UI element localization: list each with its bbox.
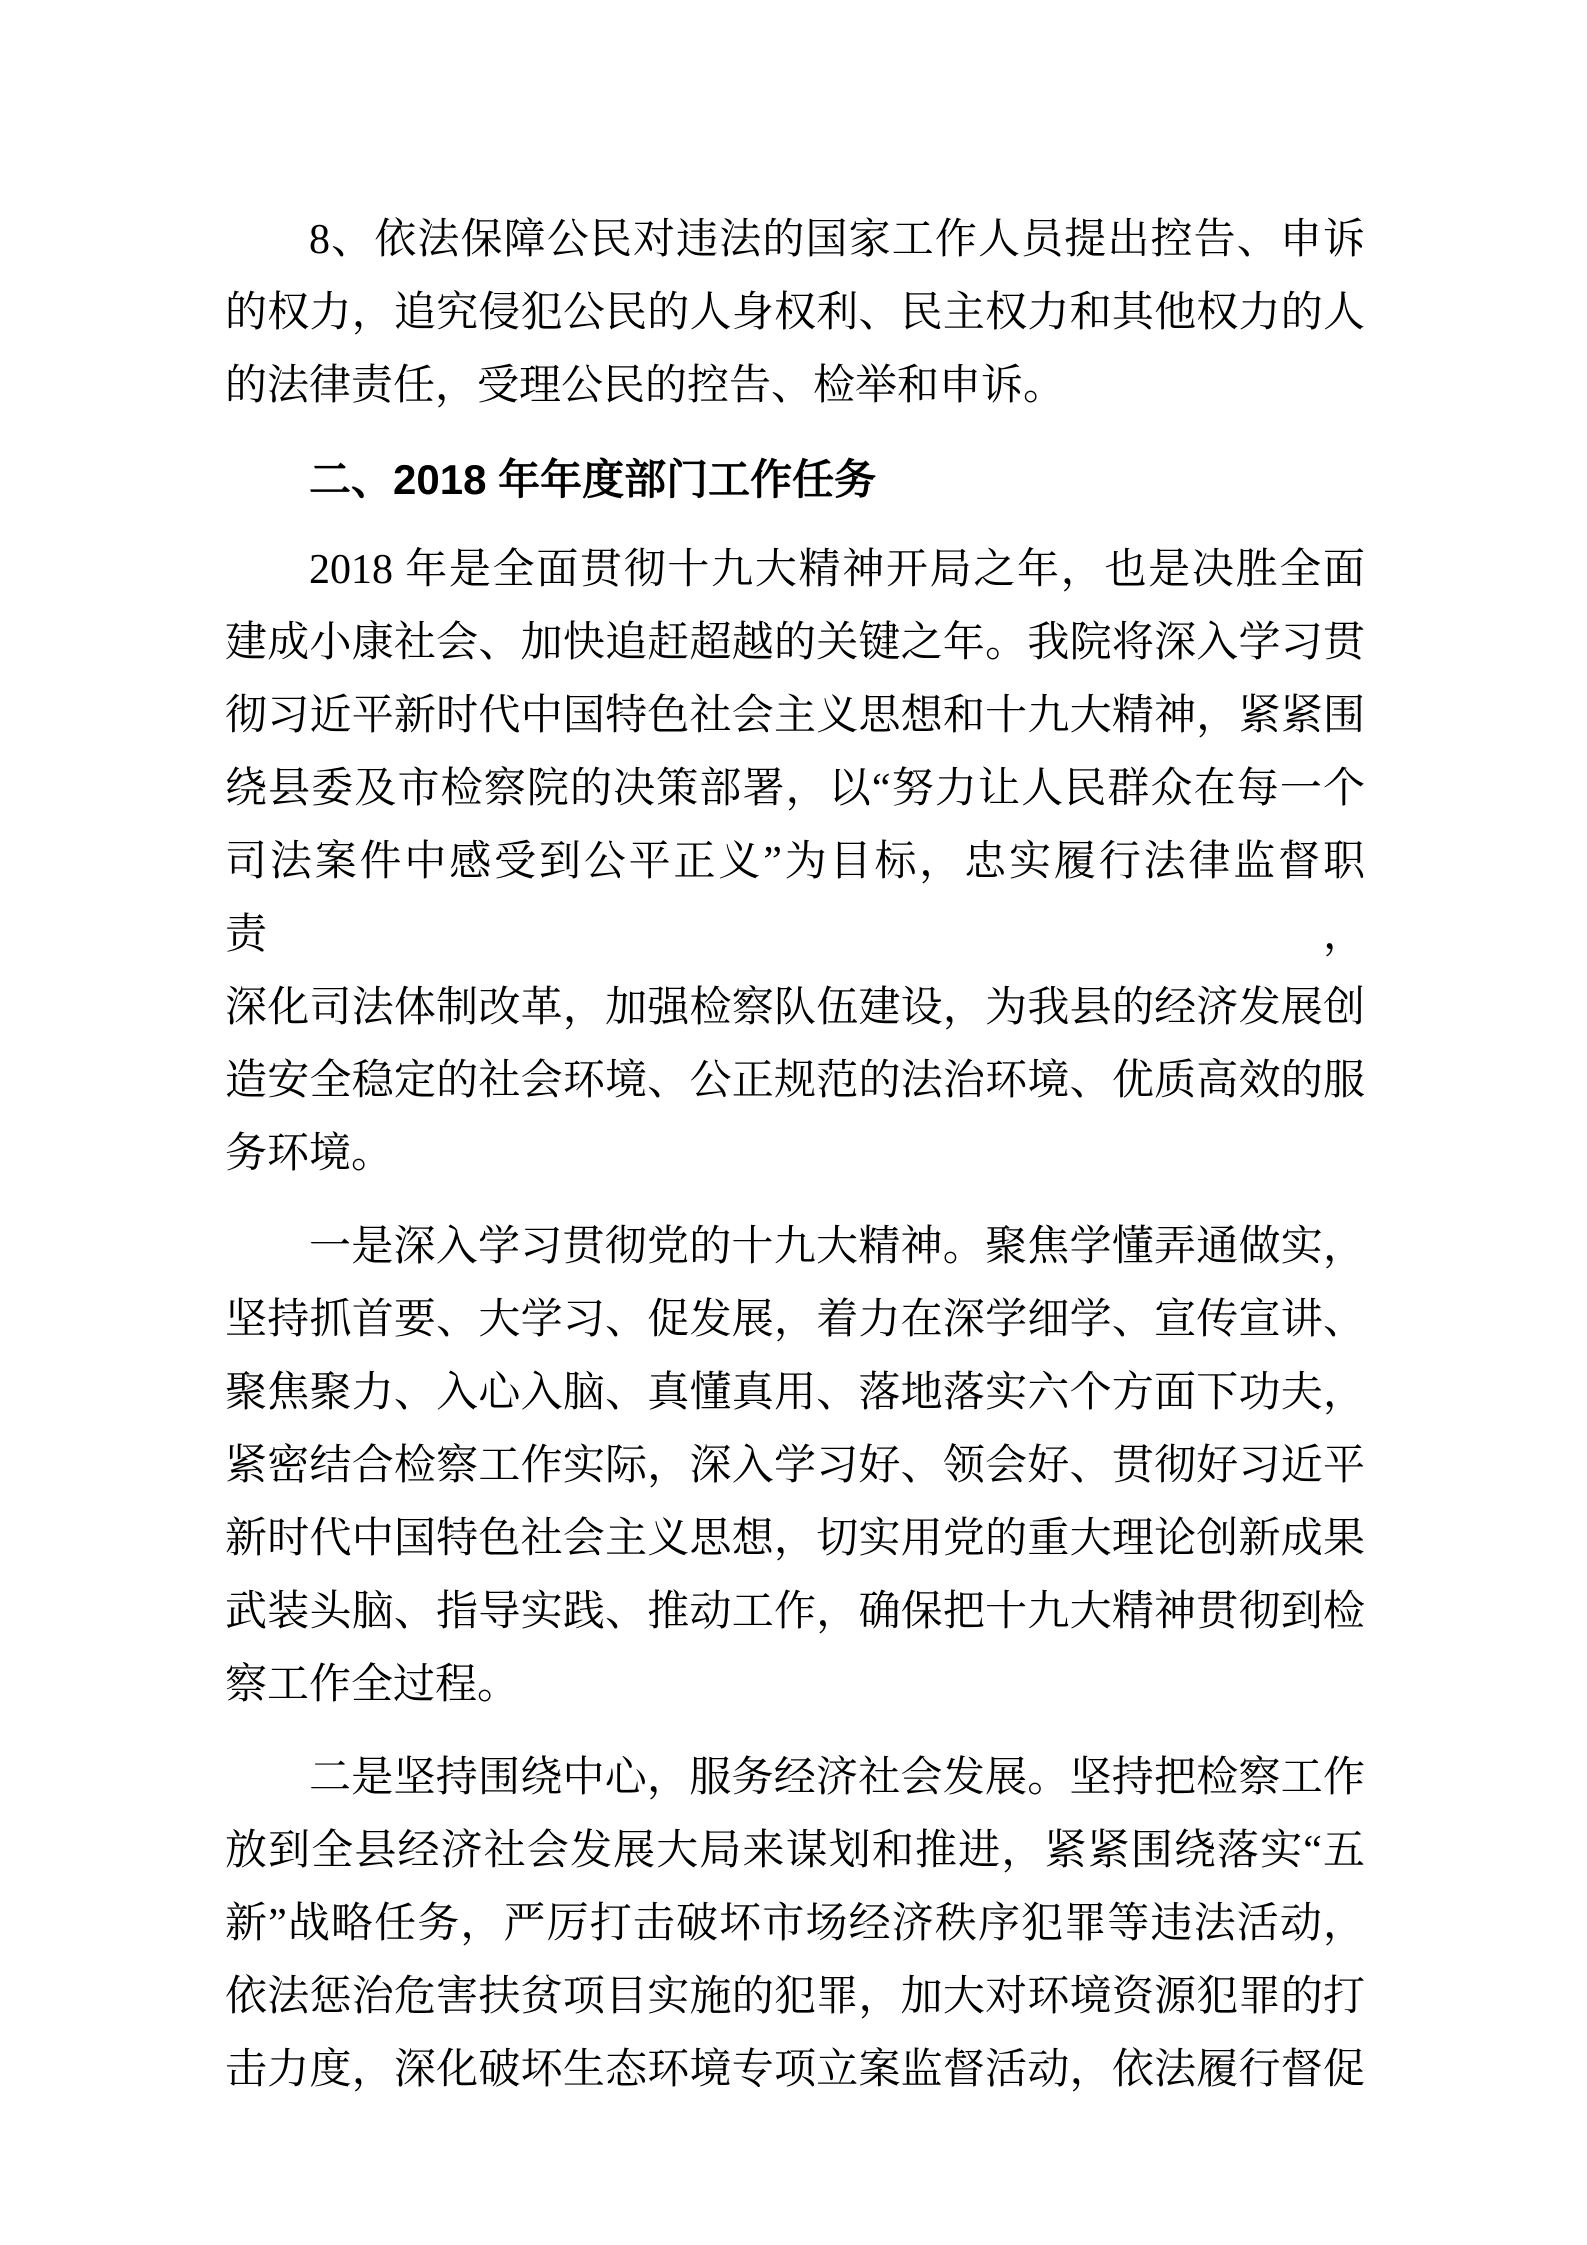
document-body: [225, 204, 1365, 2127]
text-line: 新时代中国特色社会主义思想，切实用党的重大理论创新成果: [225, 1516, 1365, 1562]
text-line: 建成小康社会、加快追赶超越的关键之年。我院将深入学习贯: [225, 620, 1365, 666]
text-line: 2018 年是全面贯彻十九大精神开局之年，也是决胜全面: [309, 547, 1365, 593]
text-line: 察工作全过程。: [225, 1662, 520, 1708]
para-2018-overview: [225, 534, 1365, 1191]
text-line: 的权力，追究侵犯公民的人身权利、民主权力和其他权力的人: [225, 290, 1365, 336]
text-line: 坚持抓首要、大学习、促发展，着力在深学细学、宣传宣讲、: [225, 1297, 1365, 1343]
text-line: 紧密结合检察工作实际，深入学习好、领会好、贯彻好习近平: [225, 1443, 1365, 1489]
text-line: 8、依法保障公民对违法的国家工作人员提出控告、申诉: [309, 217, 1365, 263]
text-line: 一是深入学习贯彻党的十九大精神。聚焦学懂弄通做实，: [309, 1224, 1365, 1270]
text-line: 二是坚持围绕中心，服务经济社会发展。坚持把检察工作: [309, 1755, 1365, 1801]
text-line: 的法律责任，受理公民的控告、检举和申诉。: [225, 363, 1066, 409]
text-line: 绕县委及市检察院的决策部署，以“努力让人民群众在每一个: [225, 766, 1365, 812]
text-line: 务环境。: [225, 1131, 394, 1177]
para-task-2: [225, 1742, 1365, 2107]
text-line: 依法惩治危害扶贫项目实施的犯罪，加大对环境资源犯罪的打: [225, 1974, 1365, 2020]
text-line: 新”战略任务，严厉打击破坏市场经济秩序犯罪等违法活动，: [225, 1901, 1365, 1947]
text-line: 击力度，深化破坏生态环境专项立案监督活动，依法履行督促: [225, 2047, 1365, 2093]
text-line: 武装头脑、指导实践、推动工作，确保把十九大精神贯彻到检: [225, 1589, 1365, 1635]
text-line: 聚焦聚力、入心入脑、真懂真用、落地落实六个方面下功夫，: [225, 1370, 1365, 1416]
section-heading-2: 二、2018 年年度部门工作任务: [309, 456, 877, 503]
text-line: 放到全县经济社会发展大局来谋划和推进，紧紧围绕落实“五: [225, 1828, 1365, 1874]
para-item-8: [225, 204, 1365, 423]
para-task-1: [225, 1211, 1365, 1722]
text-line: 造安全稳定的社会环境、公正规范的法治环境、优质高效的服: [225, 1058, 1365, 1104]
text-line: 深化司法体制改革，加强检察队伍建设，为我县的经济发展创: [225, 985, 1365, 1031]
text-line: 彻习近平新时代中国特色社会主义思想和十九大精神，紧紧围: [225, 693, 1365, 739]
text-line: 司法案件中感受到公平正义”为目标，忠实履行法律监督职责，: [225, 839, 1365, 958]
